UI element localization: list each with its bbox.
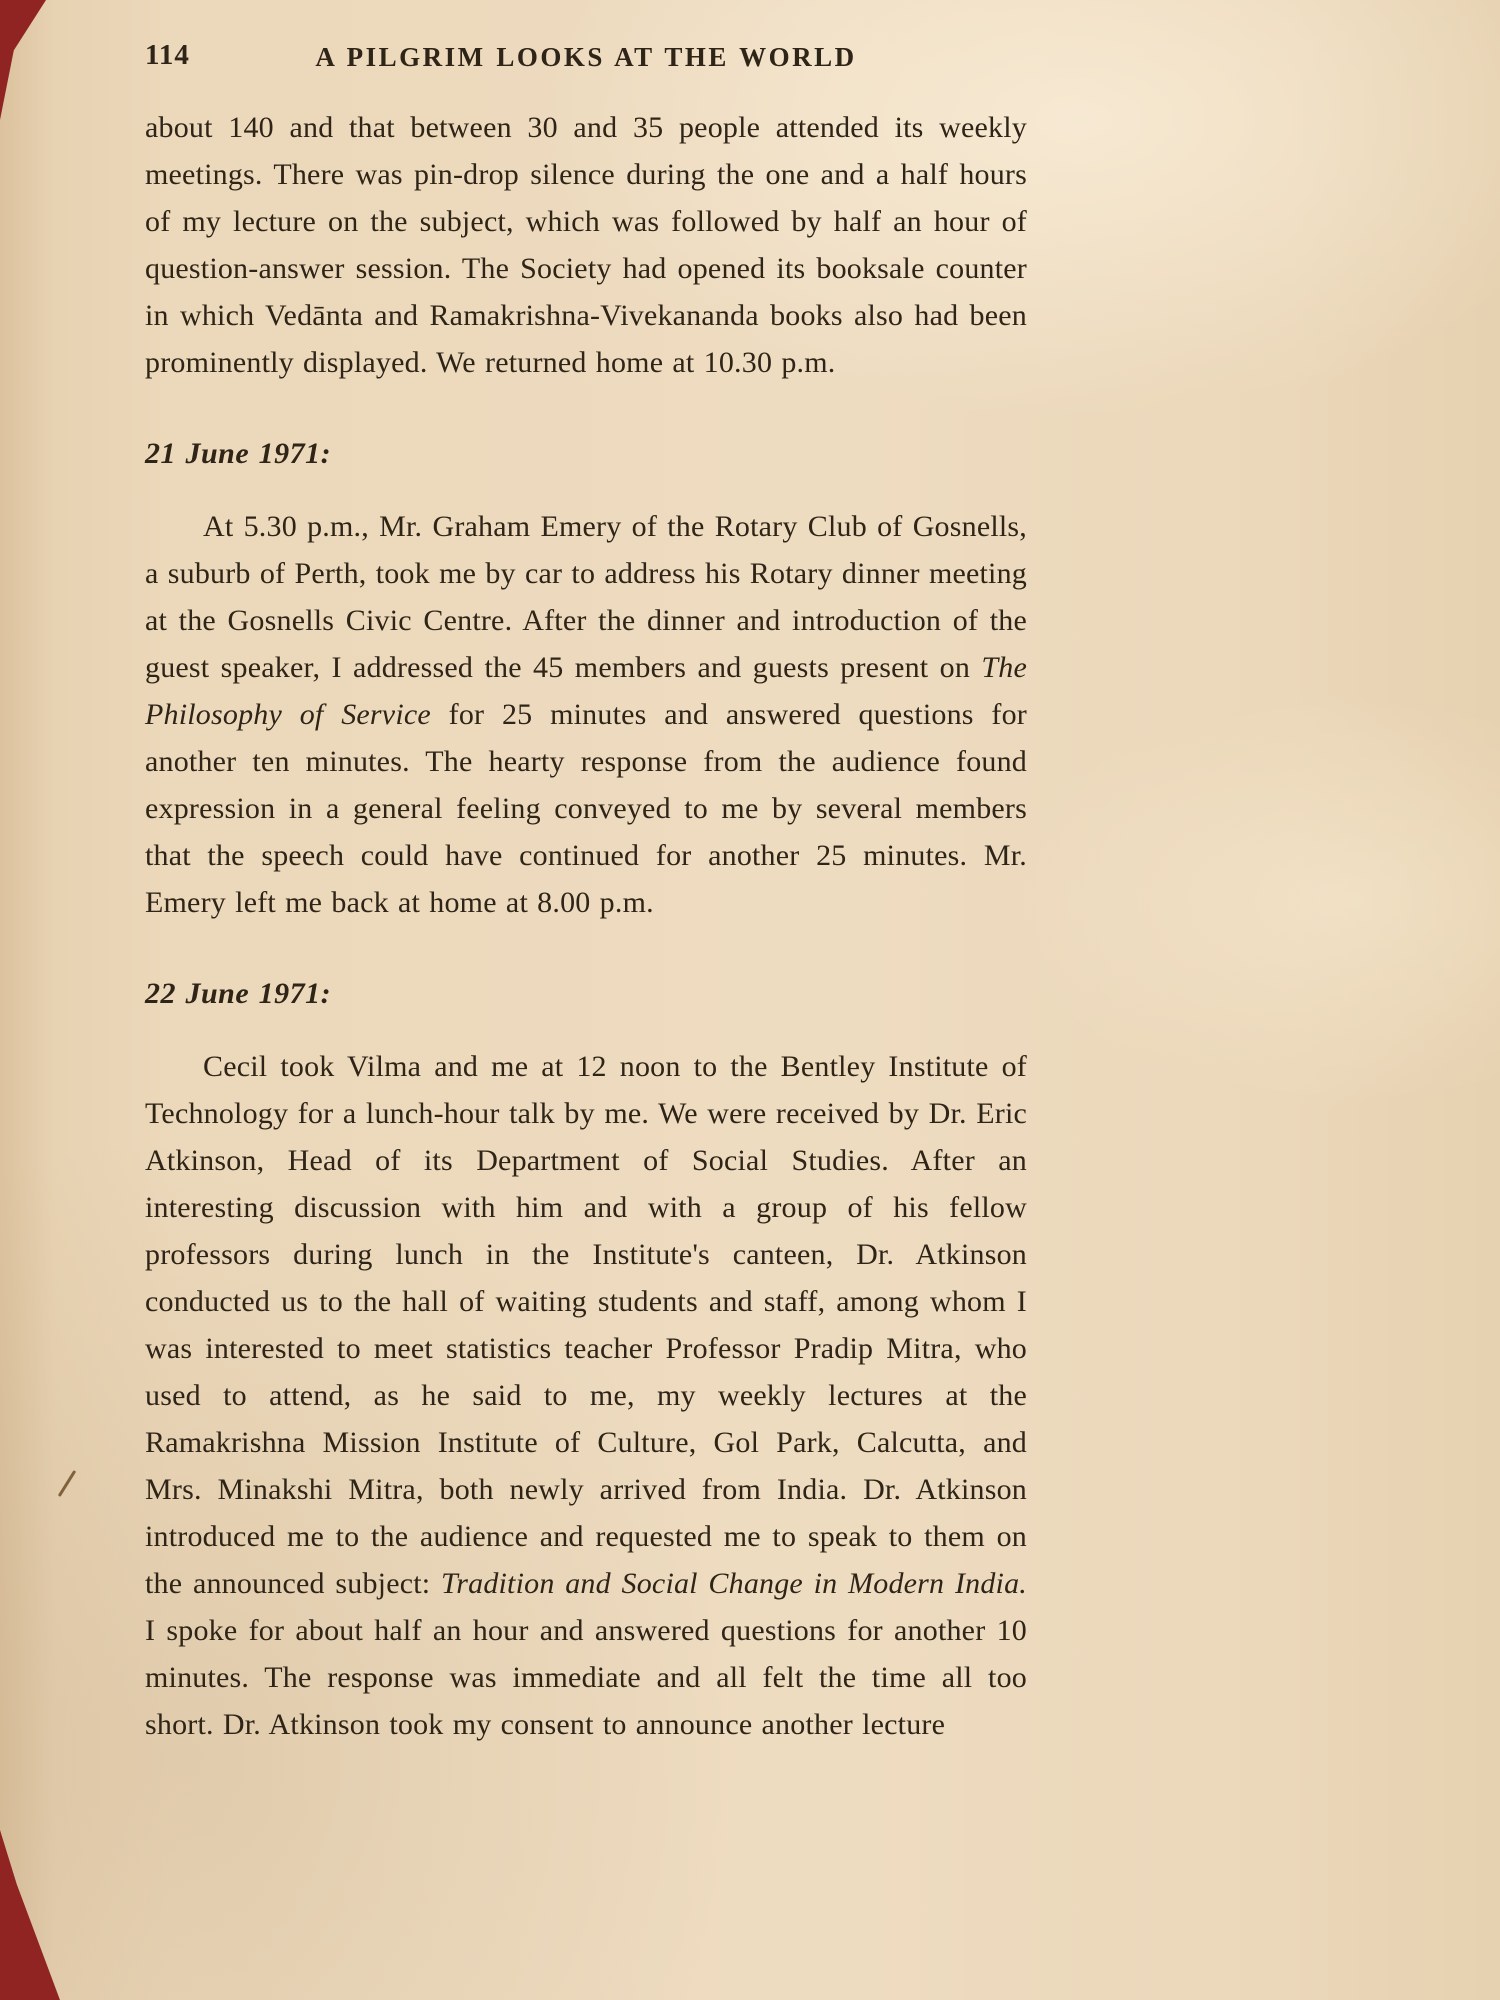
entry1-italic-phrase: The Philosophy of Service — [145, 651, 1027, 731]
paragraph-entry-21-june — [145, 503, 1027, 926]
entry1-text-after-italic: for 25 minutes and answered questions for another ten minutes. The hearty response from the audience found expression in a general feeling conveyed to me by several members that the speech could have continued for another 25 minutes. Mr. Emery left me back at home at 8.00 p.m. — [145, 698, 1027, 919]
entry2-text-before-italic: Cecil took Vilma and me at 12 noon to the Bentley Institute of Technology for a lunch-hour talk by me. We were received by Dr. Eric Atkinson, Head of its Department of Social Studies. After an interesting discussion with him and with a group of his fellow professors during lunch in the Institute's canteen, Dr. Atkinson conducted us to the hall of waiting students and staff, among whom I was interested to meet statistics teacher Professor Pradip Mitra, who used to attend, as he said to me, my weekly lectures at the Ramakrishna Mission Institute of Culture, Gol Park, Calcutta, and Mrs. Minakshi Mitra, both newly arrived from India. Dr. Atkinson introduced me to the audience and requested me to speak to them on the announced subject: — [145, 1050, 1027, 1600]
entry1-text-before-italic: At 5.30 p.m., Mr. Graham Emery of the Rotary Club of Gosnells, a suburb of Perth, took me by car to address his Rotary dinner meeting at the Gosnells Civic Centre. After the dinner and introduction of the guest speaker, I addressed the 45 members and guests present on — [145, 510, 1027, 684]
date-heading-21-june-1971: 21 June 1971: — [145, 437, 332, 470]
paragraph-continuation: about 140 and that between 30 and 35 people attended its weekly meetings. There was pin-drop silence during the one and a half hours of my lecture on the subject, which was followed by half an hour of question-answer session. The Society had opened its booksale counter in which Vedānta and Ramakrishna-Vivekananda books also had been prominently displayed. We returned home at 10.30 p.m. — [145, 111, 1027, 379]
page-content — [145, 32, 1027, 1748]
paragraph-entry-22-june — [145, 1043, 1027, 1748]
running-head — [145, 32, 1027, 78]
entry2-text-after-italic: I spoke for about half an hour and answered questions for another 10 minutes. The response was immediate and all felt the time all too short. Dr. Atkinson took my consent to announce another lecture — [145, 1614, 1027, 1741]
running-title: A PILGRIM LOOKS AT THE WORLD — [315, 42, 857, 72]
date-heading-22-june-1971: 22 June 1971: — [145, 977, 332, 1010]
page-number: 114 — [145, 39, 190, 71]
entry2-italic-phrase: Tradition and Social Change in Modern India. — [441, 1567, 1027, 1600]
